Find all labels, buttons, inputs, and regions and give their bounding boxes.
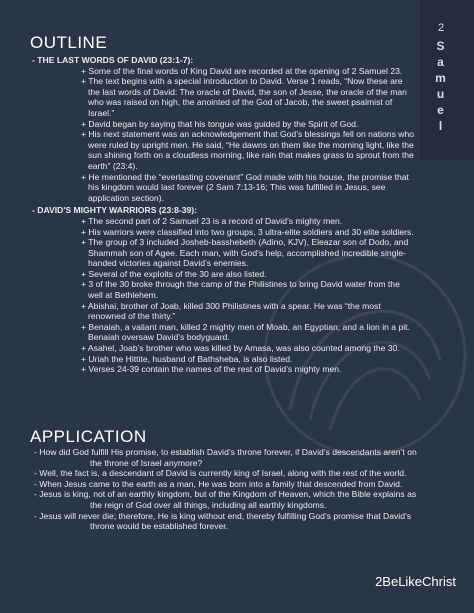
book-name — [430, 38, 452, 134]
book-title-vertical — [430, 22, 452, 134]
outline-heading: OUTLINE — [30, 33, 108, 52]
list-item: + The text begins with a special introduction to David. Verse 1 reads, “Now these are the last words of David: The oracle of David, the son of Jesse, the oracle of the man who was raised on high, the anointed of the God of Jacob, the sweet psalmist of Israel.” — [81, 76, 407, 118]
list-item: + Uriah the Hittite, husband of Bathsheba, is also listed. — [81, 353, 293, 364]
brand-footer: 2BeLikeChrist — [375, 574, 456, 589]
list-item: + The second part of 2 Samuel 23 is a record of David’s mighty men. — [81, 215, 343, 226]
list-item: + Benaiah, a valiant man, killed 2 mighty men of Moab, an Egyptian, and a lion in a pit. Benaiah oversaw David’s bodyguard. — [81, 321, 410, 343]
list-item: + His next statement was an acknowledgement that God’s blessings fell on nations who were ruled by upright men. He said, “He dawns on them like the morning light, like the sun shining forth on a cloudless morning, like rain that makes grass to sprout from the earth” (23:4). — [81, 129, 415, 171]
list-item: + The group of 3 included Josheb-basshebeth (Adino, KJV), Eleazar son of Dodo, and Shammah son of Agee. Each man, with God’s help, accomplished incredible single-handed victories against David’s enemies. — [81, 237, 409, 269]
list-item: - Jesus will never die; therefore, He is king without end, thereby fulfilling God’s promise that David’s throne would be established forever. — [34, 510, 412, 532]
section-items — [30, 216, 415, 375]
list-item: + His warriors were classified into two groups, 3 ultra-elite soldiers and 30 elite soldiers. — [81, 226, 414, 237]
section-last-words — [30, 55, 415, 203]
book-letter: S — [436, 39, 446, 53]
book-letter: a — [437, 55, 445, 69]
outline-section — [30, 33, 415, 375]
list-item: + Asahel, Joab’s brother who was killed by Amasa, was also counted among the 30. — [81, 343, 400, 354]
book-letter: e — [437, 103, 445, 117]
list-item: + Abishai, brother of Joab, killed 300 Philistines with a spear. He was “the most renowned of the thirty.” — [81, 300, 381, 322]
list-item: - Jesus is king, not of an earthly kingdom, but of the Kingdom of Heaven, which the Bible explains as the reign of God over all things, including all earthly kingdoms. — [34, 489, 417, 510]
section-items — [30, 66, 415, 204]
list-item: - Well, the fact is, a descendant of David is currently king of Israel, along with the rest of the world. — [34, 468, 407, 479]
section-mighty-warriors — [30, 205, 415, 375]
section-title: - THE LAST WORDS OF DAVID (23:1-7): — [32, 55, 194, 65]
list-item: - When Jesus came to the earth as a man, He was born into a family that descended from David. — [34, 478, 403, 489]
list-item: + Verses 24-39 contain the names of the rest of David’s mighty men. — [81, 364, 342, 375]
list-item: + Several of the exploits of the 30 are also listed. — [81, 268, 267, 279]
book-letter: m — [435, 71, 447, 85]
list-item: + He mentioned the “everlasting covenant” God made with his house, the promise that his kingdom would last forever (2 Sam 7:13-16; This was fulfilled in Jesus, see application section). — [81, 171, 409, 203]
application-section — [30, 427, 430, 532]
book-letter: l — [438, 119, 444, 133]
list-item: + Some of the final words of King David are recorded at the opening of 2 Samuel 23. — [81, 65, 403, 76]
book-letter: u — [436, 87, 446, 101]
application-items — [30, 447, 430, 532]
book-number: 2 — [437, 22, 445, 34]
list-item: - How did God fulfill His promise, to establish David’s throne forever, if David’s descendants aren’t on the throne of Israel anymore? — [34, 447, 417, 468]
application-heading: APPLICATION — [30, 427, 147, 446]
section-title: - DAVID'S MIGHTY WARRIORS (23:8-39): — [32, 205, 198, 216]
list-item: + 3 of the 30 broke through the camp of the Philistines to bring David water from the well at Bethlehem. — [81, 279, 400, 301]
list-item: + David began by saying that his tongue was guided by the Spirit of God. — [81, 118, 359, 129]
